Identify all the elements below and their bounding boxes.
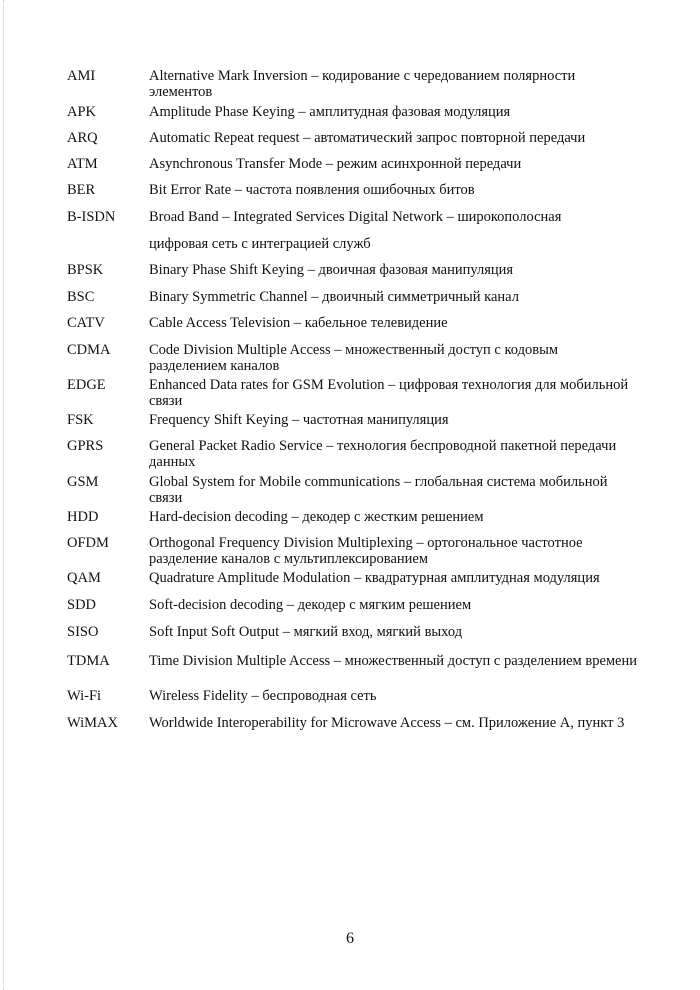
abbreviation-term: SISO <box>67 624 99 640</box>
abbreviation-definition: Time Division Multiple Access – множественный доступ с разделением времени <box>149 653 638 669</box>
abbreviation-term: CDMA <box>67 342 111 358</box>
abbreviation-definition: Quadrature Amplitude Modulation – квадратурная амплитудная модуляция <box>149 570 600 586</box>
abbreviation-definition: Code Division Multiple Access – множественный доступ с кодовым разделением каналов <box>149 342 559 374</box>
abbreviation-definition: Cable Access Television – кабельное телевидение <box>149 315 448 331</box>
abbreviation-definition: General Packet Radio Service – технология беспроводной пакетной передачи данных <box>149 438 617 470</box>
abbreviation-definition: Bit Error Rate – частота появления ошибочных битов <box>149 182 475 198</box>
abbreviation-term: ARQ <box>67 130 98 146</box>
abbreviation-term: TDMA <box>67 653 110 669</box>
abbreviation-definition: Binary Phase Shift Keying – двоичная фазовая манипуляция <box>149 262 514 278</box>
abbreviation-term: B-ISDN <box>67 209 116 225</box>
abbreviation-definition: Soft Input Soft Output – мягкий вход, мягкий выход <box>149 624 463 640</box>
abbreviation-term: BSC <box>67 289 95 305</box>
abbreviation-term: OFDM <box>67 535 109 551</box>
abbreviation-term: CATV <box>67 315 105 331</box>
abbreviation-term: AMI <box>67 68 96 84</box>
abbreviation-definition: Frequency Shift Keying – частотная манипуляция <box>149 412 449 428</box>
abbreviation-definition: Amplitude Phase Keying – амплитудная фазовая модуляция <box>149 104 511 120</box>
abbreviation-definition: Binary Symmetric Channel – двоичный симметричный канал <box>149 289 519 305</box>
abbreviation-definition: Orthogonal Frequency Division Multiplexing – ортогональное частотное разделение каналов с мультиплексированием <box>149 535 583 567</box>
abbreviation-term: QAM <box>67 570 101 586</box>
abbreviation-term: BER <box>67 182 96 198</box>
abbreviation-definition: цифровая сеть с интеграцией служб <box>149 236 371 252</box>
abbreviation-definition: Broad Band – Integrated Services Digital Network – широкополосная <box>149 209 562 225</box>
abbreviation-definition: Worldwide Interoperability for Microwave Access – см. Приложение А, пункт 3 <box>149 715 625 731</box>
abbreviation-definition: Hard-decision decoding – декодер с жестким решением <box>149 509 484 525</box>
abbreviation-term: Wi-Fi <box>67 688 102 704</box>
abbreviation-definition: Alternative Mark Inversion – кодирование с чередованием полярности элементов <box>149 68 576 100</box>
abbreviation-term: SDD <box>67 597 97 613</box>
abbreviation-term: HDD <box>67 509 99 525</box>
abbreviation-term: BPSK <box>67 262 104 278</box>
abbreviation-definition: Asynchronous Transfer Mode – режим асинхронной передачи <box>149 156 522 172</box>
abbreviation-term: GSM <box>67 474 99 490</box>
page-edge-line <box>3 0 4 990</box>
abbreviation-definition: Soft-decision decoding – декодер с мягким решением <box>149 597 472 613</box>
abbreviation-definition: Enhanced Data rates for GSM Evolution – цифровая технология для мобильной связи <box>149 377 629 409</box>
abbreviation-term: EDGE <box>67 377 106 393</box>
abbreviation-definition: Wireless Fidelity – беспроводная сеть <box>149 688 377 704</box>
abbreviation-term: FSK <box>67 412 94 428</box>
abbreviation-term: APK <box>67 104 97 120</box>
abbreviation-definition: Automatic Repeat request – автоматический запрос повторной передачи <box>149 130 586 146</box>
page-number: 6 <box>346 930 354 947</box>
abbreviation-definition: Global System for Mobile communications – глобальная система мобильной связи <box>149 474 608 506</box>
abbreviation-term: WiMAX <box>67 715 118 731</box>
abbreviation-term: ATM <box>67 156 98 172</box>
abbreviation-term: GPRS <box>67 438 104 454</box>
